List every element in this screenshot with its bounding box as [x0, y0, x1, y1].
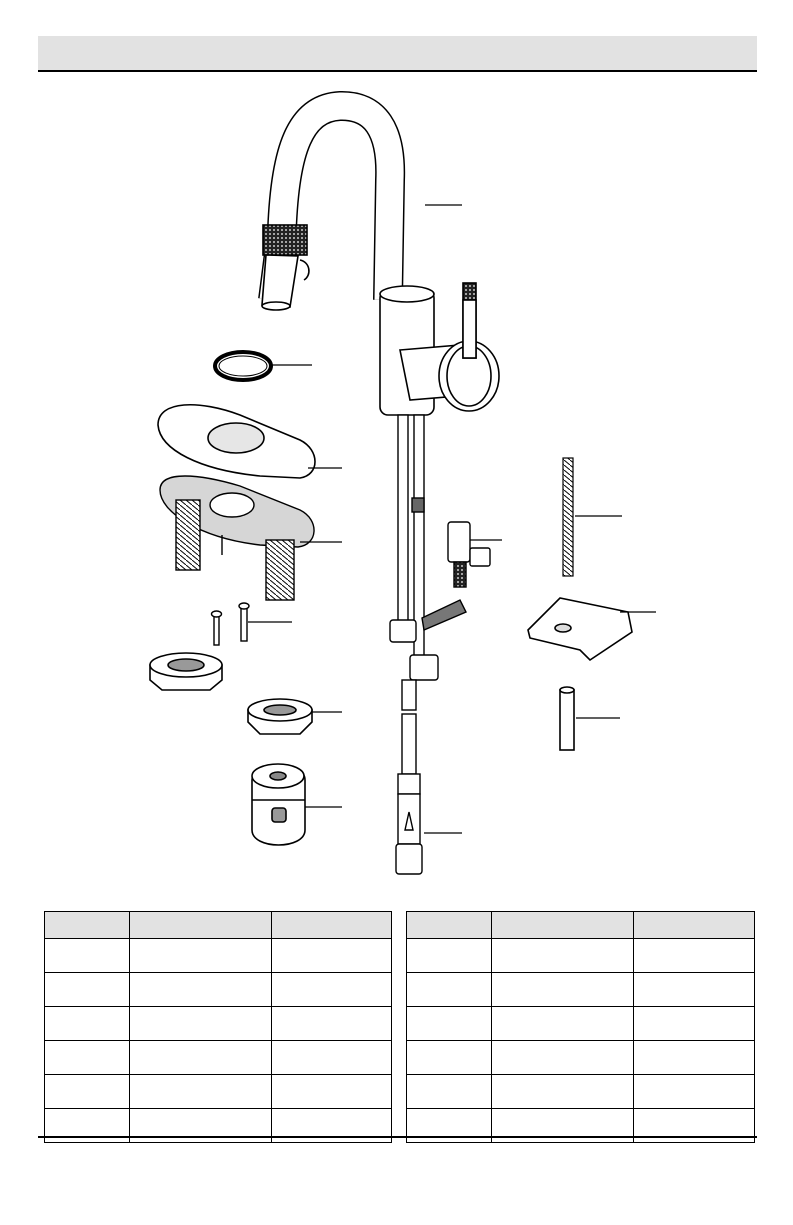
parts-table-right: [406, 911, 755, 1143]
table-cell: [272, 973, 392, 1007]
table-header-row: [45, 912, 392, 939]
mounting-bracket: [528, 598, 632, 660]
tee-fitting: [448, 522, 490, 587]
table-cell: [407, 1041, 492, 1075]
table-cell: [45, 973, 130, 1007]
table-row: [407, 1007, 755, 1041]
table-row: [407, 1075, 755, 1109]
table-header-cell: [407, 912, 492, 939]
table-cell: [45, 939, 130, 973]
table-cell: [272, 1075, 392, 1109]
table-cell: [45, 1075, 130, 1109]
table-header-cell: [45, 912, 130, 939]
table-cell: [634, 1041, 755, 1075]
table-header-cell: [272, 912, 392, 939]
hex-coupling: [560, 687, 574, 750]
table-row: [45, 1075, 392, 1109]
table-header-cell: [491, 912, 634, 939]
table-cell: [407, 1075, 492, 1109]
table-cell: [634, 939, 755, 973]
table-cell: [45, 1041, 130, 1075]
table-row: [407, 1041, 755, 1075]
table-cell: [634, 1075, 755, 1109]
table-header-row: [407, 912, 755, 939]
table-cell: [129, 973, 272, 1007]
table-row: [407, 939, 755, 973]
table-header-cell: [634, 912, 755, 939]
table-cell: [634, 973, 755, 1007]
deck-gasket-base: [160, 476, 314, 600]
deck-plate: [158, 405, 315, 478]
threaded-rod: [563, 458, 573, 576]
table-cell: [272, 939, 392, 973]
screws: [212, 603, 250, 645]
table-header-cell: [129, 912, 272, 939]
table-cell: [45, 1007, 130, 1041]
table-cell: [491, 973, 634, 1007]
table-cell: [491, 1041, 634, 1075]
table-row: [45, 1007, 392, 1041]
table-cell: [491, 939, 634, 973]
table-cell: [491, 1075, 634, 1109]
retaining-nut: [248, 699, 312, 734]
mounting-nut: [150, 653, 222, 690]
table-row: [407, 973, 755, 1007]
table-cell: [129, 1007, 272, 1041]
table-cell: [129, 1075, 272, 1109]
table-row: [45, 939, 392, 973]
faucet-spout-body: [262, 106, 499, 415]
quick-connector: [396, 714, 422, 874]
table-cell: [407, 939, 492, 973]
table-cell: [407, 1007, 492, 1041]
table-row: [45, 1041, 392, 1075]
table-cell: [272, 1041, 392, 1075]
table-cell: [272, 1007, 392, 1041]
table-cell: [129, 1041, 272, 1075]
table-row: [45, 973, 392, 1007]
table-cell: [491, 1007, 634, 1041]
footer-divider: [38, 1136, 757, 1138]
table-cell: [634, 1007, 755, 1041]
hose-weight: [252, 764, 305, 845]
parts-table-left: [44, 911, 392, 1143]
table-cell: [129, 939, 272, 973]
o-ring: [215, 352, 271, 380]
table-cell: [407, 973, 492, 1007]
